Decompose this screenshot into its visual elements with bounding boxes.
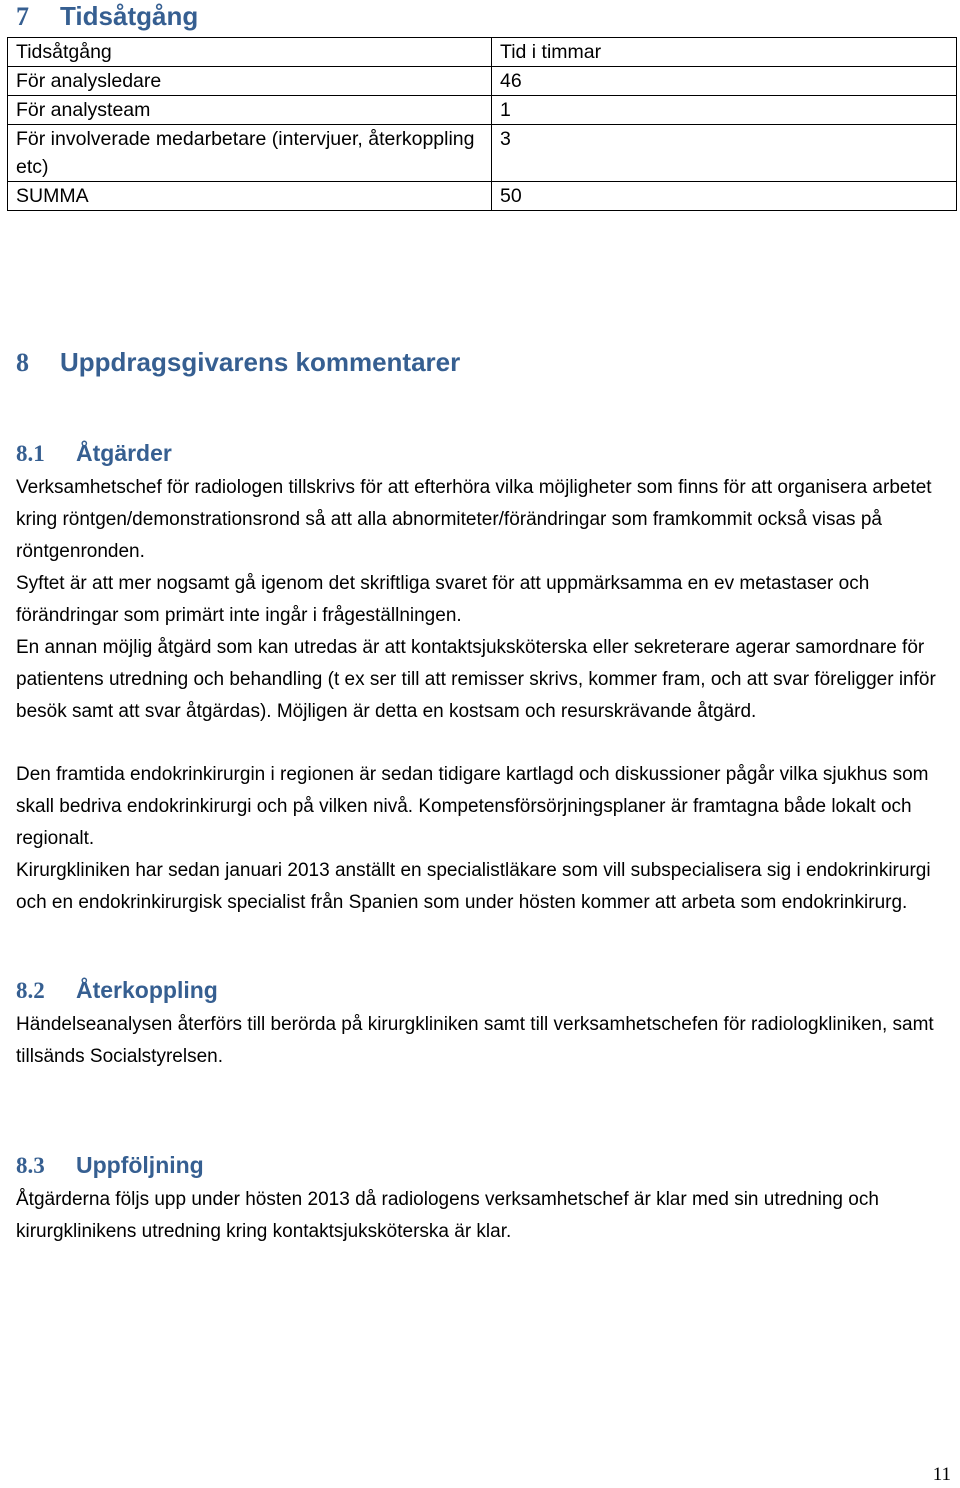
section-number: 7 — [16, 2, 29, 31]
table-cell-value: 1 — [492, 96, 957, 125]
page-number: 11 — [932, 1464, 951, 1485]
table-header-row — [8, 38, 957, 67]
paragraph: Händelseanalysen återförs till berörda på kirurgkliniken samt till verksamhetschefen för radiologkliniken, samt tillsänds Socialstyrelsen. — [16, 1014, 934, 1067]
section-number: 8.3 — [16, 1153, 45, 1178]
table-cell-value: 46 — [492, 67, 957, 96]
section-number: 8.2 — [16, 978, 45, 1003]
table-row — [8, 67, 957, 96]
paragraph: Syftet är att mer nogsamt gå igenom det skriftliga svaret för att uppmärksamma en ev metastaser och förändringar som primärt inte ingår i frågeställningen. — [16, 573, 870, 626]
section-7-heading — [16, 0, 198, 33]
section-number: 8 — [16, 348, 29, 377]
section-title: Uppdragsgivarens kommentarer — [60, 347, 461, 377]
paragraph: Kirurgkliniken har sedan januari 2013 anställt en specialistläkare som vill subspecialisera sig i endokrinkirurgi och en endokrinkirurgisk specialist från Spanien som under hösten kommer att arbeta som endokrinkirurg. — [16, 860, 931, 913]
section-title: Tidsåtgång — [60, 1, 199, 31]
paragraph: En annan möjlig åtgärd som kan utredas är att kontaktsjuksköterska eller sekreterare agerar samordnare för patientens utredning och behandling (t ex ser till att remisser skrivs, kommer fram, och att svar föreligger inför besök samt att svar åtgärdas). Möjligen är detta en kostsam och resurskrävande åtgärd. — [16, 637, 936, 722]
section-title: Uppföljning — [76, 1152, 204, 1178]
table-cell-value: 3 — [492, 125, 957, 182]
paragraph: Åtgärderna följs upp under hösten 2013 då radiologens verksamhetschef är klar med sin utredning och kirurgklinikens utredning kring kontaktsjuksköterska är klar. — [16, 1189, 879, 1242]
table-cell-value: 50 — [492, 182, 957, 211]
table-cell-label: För analysledare — [8, 67, 492, 96]
table-row — [8, 96, 957, 125]
section-number: 8.1 — [16, 441, 45, 466]
section-8-3-heading — [16, 1150, 204, 1181]
table-cell-label: SUMMA — [8, 182, 492, 211]
section-8-2-heading — [16, 975, 218, 1006]
paragraph: Den framtida endokrinkirurgin i regionen är sedan tidigare kartlagd och diskussioner pågår vilka sjukhus som skall bedriva endokrinkirurgi och på vilken nivå. Kompetensförsörjningsplaner är framtagna både lokalt och regionalt. — [16, 764, 929, 849]
time-table — [7, 37, 957, 211]
table-header-cell: Tidsåtgång — [8, 38, 492, 67]
table-row-total — [8, 182, 957, 211]
section-8-1-heading — [16, 438, 172, 469]
table-cell-label: För involverade medarbetare (intervjuer, återkoppling etc) — [8, 125, 492, 182]
section-title: Återkoppling — [76, 977, 218, 1003]
paragraph: Verksamhetschef för radiologen tillskrivs för att efterhöra vilka möjligheter som finns för att organisera arbetet kring röntgen/demonstrationsrond så att alla abnormiteter/förändringar som framkommit också visas på röntgenronden. — [16, 477, 932, 562]
section-title: Åtgärder — [76, 440, 172, 466]
section-8-heading — [16, 346, 460, 379]
table-header-cell: Tid i timmar — [492, 38, 957, 67]
table-row — [8, 125, 957, 182]
table-cell-label: För analysteam — [8, 96, 492, 125]
